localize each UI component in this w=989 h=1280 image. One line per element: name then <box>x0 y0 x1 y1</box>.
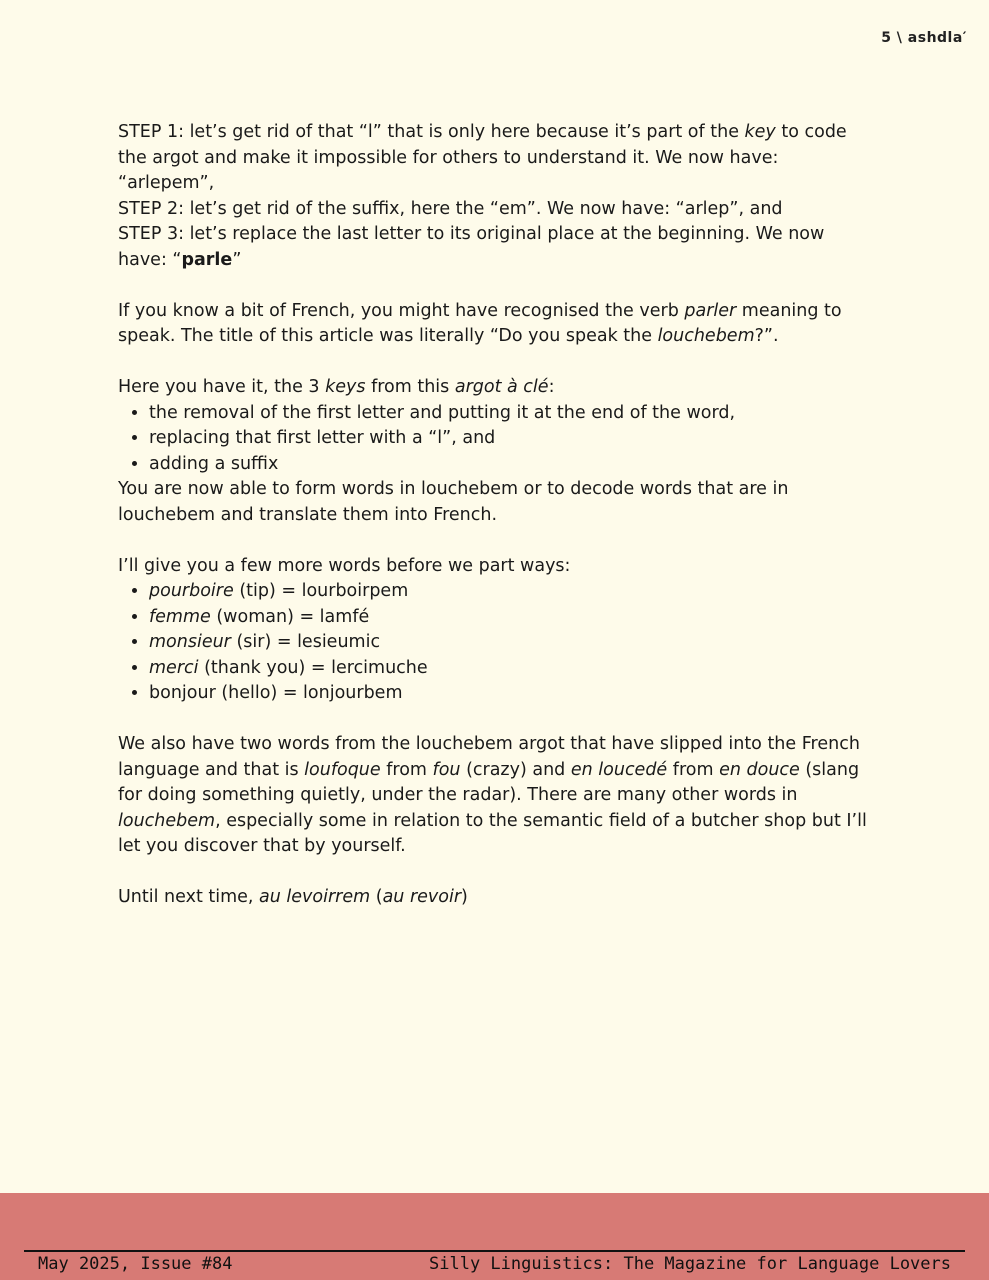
step-1: STEP 1: let’s get rid of that “l” that is only here because it’s part of the key to code the argot and make it impossible for others to understand it. We now have: “arlepem”, <box>118 122 847 193</box>
footer-band <box>0 1193 989 1280</box>
paragraph-parler: If you know a bit of French, you might have recognised the verb parler meaning to speak. The title of this article was literally “Do you speak the louchebem?”. <box>118 300 842 346</box>
footer-issue: May 2025, Issue #84 <box>38 1254 233 1274</box>
list-item: • femme (woman) = lamfé <box>149 605 870 631</box>
list-item: • pourboire (tip) = lourboirpem <box>149 579 870 605</box>
paragraph-decode: You are now able to form words in louchebem or to decode words that are in louchebem and translate them into French. <box>118 479 789 525</box>
page-number: 5 \ ashdla′ <box>881 30 967 46</box>
list-item: • monsieur (sir) = lesieumic <box>149 630 870 656</box>
list-item: • adding a suffix <box>149 452 870 478</box>
list-item: • the removal of the first letter and putting it at the end of the word, <box>149 401 870 427</box>
keys-list <box>118 401 870 478</box>
footer-divider <box>24 1250 965 1252</box>
step-3: STEP 3: let’s replace the last letter to its original place at the beginning. We now have: “parle” <box>118 224 825 270</box>
paragraph-keys-intro: Here you have it, the 3 keys from this argot à clé: <box>118 377 555 397</box>
paragraph-slipped-words: We also have two words from the louchebem argot that have slipped into the French language and that is loufoque from fou (crazy) and en loucedé from en douce (slang for doing something quietly, under the radar). There are many other words in louchebem, especially some in relation to the semantic field of a butcher shop but I’ll let you discover that by yourself. <box>118 734 867 856</box>
words-list <box>118 579 870 707</box>
step-2: STEP 2: let’s get rid of the suffix, here the “em”. We now have: “arlep”, and <box>118 198 783 219</box>
list-item: • replacing that first letter with a “l”, and <box>149 426 870 452</box>
article-body <box>118 120 870 911</box>
parle-word: parle <box>181 249 233 270</box>
list-item: • merci (thank you) = lercimuche <box>149 656 870 682</box>
key-term: key <box>744 122 776 142</box>
list-item: • bonjour (hello) = lonjourbem <box>149 681 870 707</box>
paragraph-closing: Until next time, au levoirrem (au revoir) <box>118 887 468 907</box>
footer-magazine-title: Silly Linguistics: The Magazine for Language Lovers <box>429 1254 951 1274</box>
paragraph-more-words: I’ll give you a few more words before we part ways: <box>118 555 571 576</box>
